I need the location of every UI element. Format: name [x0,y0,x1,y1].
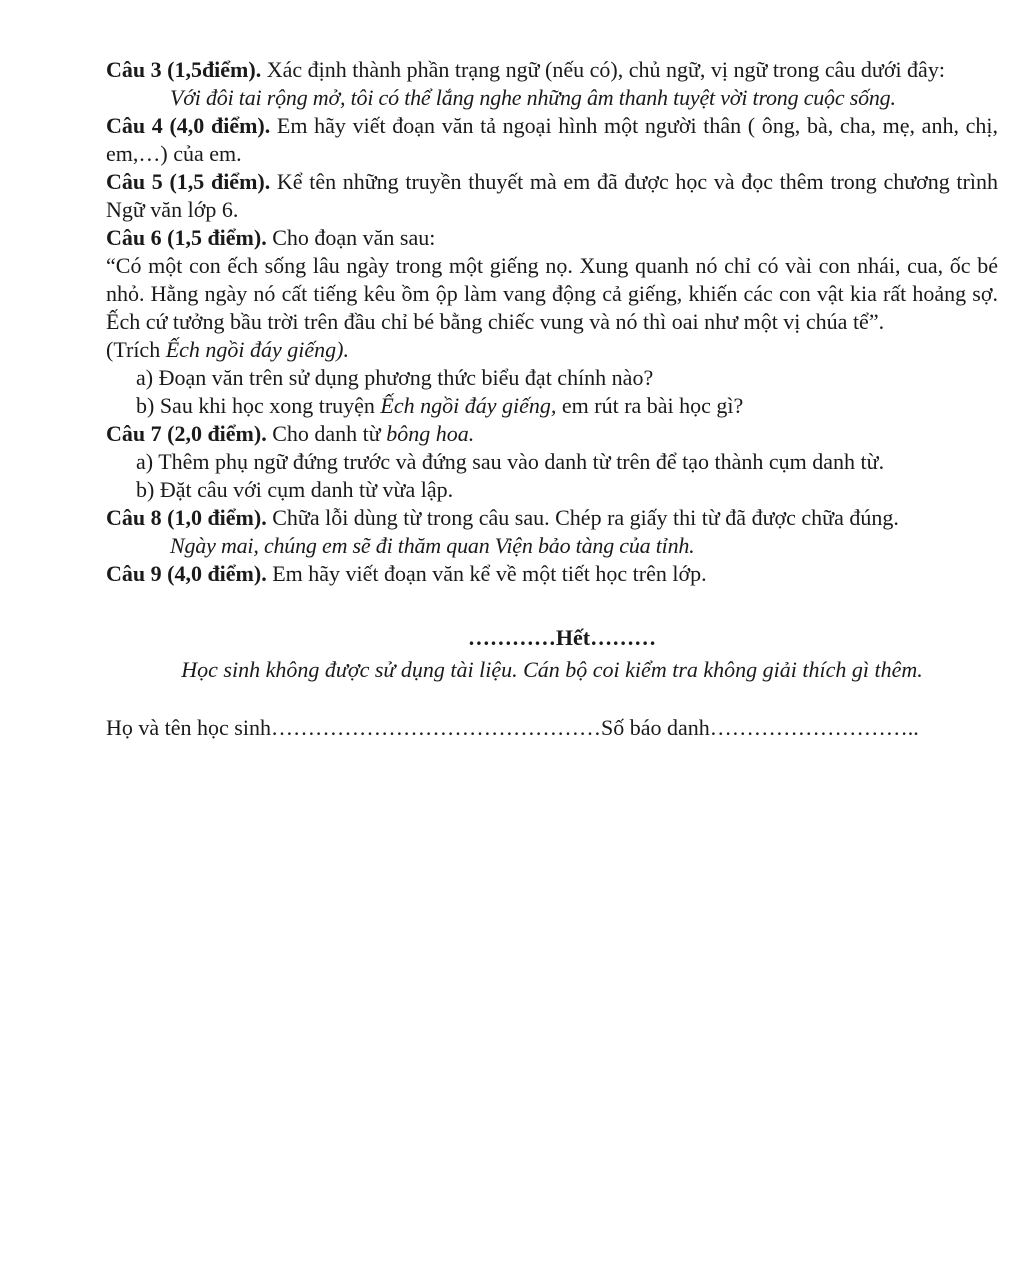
question-7-text: Cho danh từ [266,421,387,446]
question-3-label: Câu 3 (1,5điểm). [106,57,262,82]
question-7-part-a: a) Thêm phụ ngữ đứng trước và đứng sau vào danh từ trên để tạo thành cụm danh từ. [136,449,885,474]
student-name-field: Họ và tên học sinh……………………………………… [106,715,601,740]
question-4 [106,112,998,168]
question-5-label: Câu 5 (1,5 điểm). [106,169,271,194]
question-6-part-b-title: Ếch ngồi đáy giếng, [380,393,557,418]
question-5-text: Kể tên những truyền thuyết mà em đã được học và đọc thêm trong chương trình Ngữ văn lớp 6. [106,169,998,222]
question-6-passage: “Có một con ếch sống lâu ngày trong một giếng nọ. Xung quanh nó chỉ có vài con nhái, cua, ốc bé nhỏ. Hằng ngày nó cất tiếng kêu ồm ộp làm vang động cả giếng, khiến các con vật kia rất hoảng sợ. Ếch cứ tưởng bầu trời trên đầu chỉ bé bằng chiếc vung và nó thì oai như một vị chúa tể”. [106,253,998,334]
question-8-sentence: Ngày mai, chúng em sẽ đi thăm quan Viện bảo tàng của tỉnh. [170,533,695,558]
question-6 [106,224,998,252]
exam-note: Học sinh không được sử dụng tài liệu. Cán bộ coi kiểm tra không giải thích gì thêm. [181,657,923,682]
student-info-line [106,714,998,742]
question-3-text: Xác định thành phần trạng ngữ (nếu có), chủ ngữ, vị ngữ trong câu dưới đây: [261,57,945,82]
question-6-text: Cho đoạn văn sau: [266,225,436,250]
question-6-label: Câu 6 (1,5 điểm). [106,225,267,250]
question-9-text: Em hãy viết đoạn văn kể về một tiết học trên lớp. [266,561,707,586]
candidate-number-field: Số báo danh……………………….. [600,715,919,740]
question-5 [106,168,998,224]
question-6-source [106,336,998,364]
question-4-label: Câu 4 (4,0 điểm). [106,113,271,138]
question-7-part-b: b) Đặt câu với cụm danh từ vừa lập. [136,477,454,502]
question-4-text: Em hãy viết đoạn văn tả ngoại hình một người thân ( ông, bà, cha, mẹ, anh, chị, em,…) của em. [106,113,998,166]
question-6-part-b-suffix: em rút ra bài học gì? [556,393,744,418]
question-9 [106,560,998,588]
question-7-noun: bông hoa. [386,421,475,446]
end-marker: …………Hết……… [467,625,657,650]
question-8-label: Câu 8 (1,0 điểm). [106,505,267,530]
question-3-sentence: Với đôi tai rộng mở, tôi có thể lắng nghe những âm thanh tuyệt vời trong cuộc sống. [170,85,896,110]
question-6-source-title: Ếch ngồi đáy giếng). [165,337,349,362]
exam-content [106,56,998,742]
question-6-part-a: a) Đoạn văn trên sử dụng phương thức biểu đạt chính nào? [136,365,654,390]
question-7 [106,420,998,448]
question-6-part-b-prefix: b) Sau khi học xong truyện [136,393,381,418]
question-7-label: Câu 7 (2,0 điểm). [106,421,267,446]
question-8 [106,504,998,532]
question-3 [106,56,998,84]
question-9-label: Câu 9 (4,0 điểm). [106,561,267,586]
question-6-source-prefix: (Trích [106,337,166,362]
question-8-text: Chữa lỗi dùng từ trong câu sau. Chép ra giấy thi từ đã được chữa đúng. [266,505,899,530]
question-6-part-b [106,392,998,420]
